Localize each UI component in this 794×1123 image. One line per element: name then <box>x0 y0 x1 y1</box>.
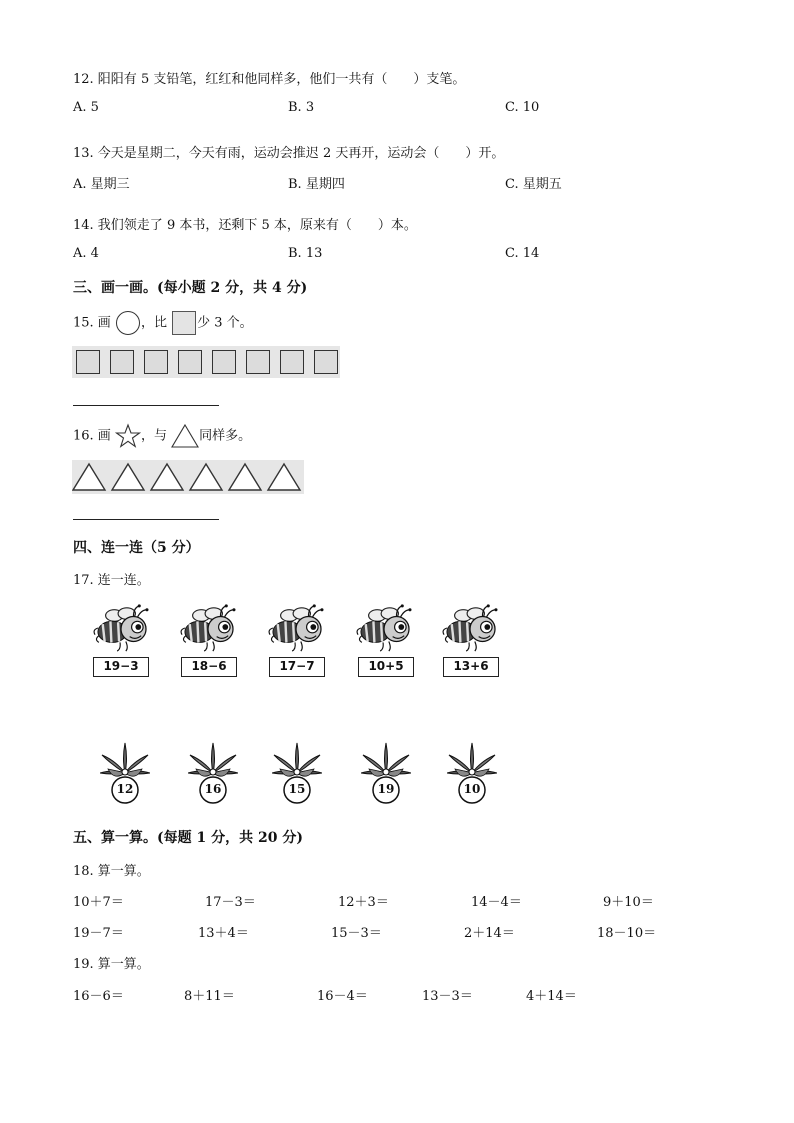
triangle-icon <box>171 423 199 449</box>
question-19-stem: 19. 算一算。 <box>73 957 150 972</box>
question-13-option-c: C. 星期五 <box>505 177 562 192</box>
bee-icon <box>439 603 501 653</box>
question-16-stem <box>73 423 251 449</box>
question-18-stem: 18. 算一算。 <box>73 864 150 879</box>
triangle-shape <box>190 464 222 490</box>
triangle-shape <box>151 464 183 490</box>
square-shape <box>178 350 202 374</box>
section-4-title: 四、连一连（5 分） <box>73 540 200 556</box>
question-16-pre: 16. 画 <box>73 428 111 444</box>
question-15-stem <box>73 311 253 335</box>
square-shape <box>144 350 168 374</box>
circle-icon <box>116 311 140 335</box>
flower-number: 12 <box>116 782 134 796</box>
question-14-option-b: B. 13 <box>288 246 323 261</box>
question-13-option-a: A. 星期三 <box>73 177 130 192</box>
question-12-option-b: B. 3 <box>288 100 315 115</box>
triangle-shape <box>112 464 144 490</box>
calc-item[interactable]: 18－10＝ <box>597 926 657 941</box>
question-14-stem: 14. 我们领走了 9 本书，还剩下 5 本，原来有（ ）本。 <box>73 218 417 233</box>
calc-item[interactable]: 8＋11＝ <box>184 989 235 1004</box>
answer-line-15[interactable] <box>73 405 219 406</box>
square-icon <box>172 311 196 335</box>
question-14-option-a: A. 4 <box>73 246 99 261</box>
flower-item[interactable] <box>447 741 497 805</box>
star-icon <box>115 423 141 449</box>
flower-item[interactable] <box>272 741 322 805</box>
calc-item[interactable]: 16－4＝ <box>317 989 368 1004</box>
question-15-pre: 15. 画 <box>73 315 111 331</box>
flower-number: 19 <box>377 782 395 796</box>
calc-item[interactable]: 15－3＝ <box>331 926 382 941</box>
triangle-shape <box>229 464 261 490</box>
calc-item[interactable]: 2＋14＝ <box>464 926 515 941</box>
expression-card[interactable]: 13+6 <box>443 657 499 677</box>
flower-number: 15 <box>288 782 306 796</box>
calc-item[interactable]: 13－3＝ <box>422 989 473 1004</box>
question-16-post: 同样多。 <box>199 428 252 444</box>
question-13-option-b: B. 星期四 <box>288 177 345 192</box>
expression-card[interactable]: 17−7 <box>269 657 325 677</box>
question-14-option-c: C. 14 <box>505 246 540 261</box>
question-16-mid: ，与 <box>140 428 167 444</box>
question-12-stem: 12. 阳阳有 5 支铅笔，红红和他同样多，他们一共有（ ）支笔。 <box>73 72 466 87</box>
flower-number: 16 <box>204 782 222 796</box>
bee-icon <box>265 603 327 653</box>
calc-item[interactable]: 10＋7＝ <box>73 895 124 910</box>
squares-strip <box>72 346 340 378</box>
triangles-strip <box>72 460 304 494</box>
question-15-post: 少 3 个。 <box>197 315 253 331</box>
question-15-mid: ，比 <box>140 315 167 331</box>
bee-icon <box>353 603 415 653</box>
expression-card[interactable]: 19−3 <box>93 657 149 677</box>
calc-item[interactable]: 19－7＝ <box>73 926 124 941</box>
question-12-option-c: C. 10 <box>505 100 540 115</box>
question-12-option-a: A. 5 <box>73 100 99 115</box>
square-shape <box>314 350 338 374</box>
square-shape <box>76 350 100 374</box>
calc-item[interactable]: 14－4＝ <box>471 895 522 910</box>
flower-item[interactable] <box>188 741 238 805</box>
flower-number: 10 <box>463 782 481 796</box>
flower-item[interactable] <box>361 741 411 805</box>
bee-icon <box>90 603 152 653</box>
triangle-shape <box>268 464 300 490</box>
calc-item[interactable]: 16－6＝ <box>73 989 124 1004</box>
answer-line-16[interactable] <box>73 519 219 520</box>
flower-item[interactable] <box>100 741 150 805</box>
section-3-title: 三、画一画。(每小题 2 分，共 4 分) <box>73 280 308 296</box>
square-shape <box>212 350 236 374</box>
calc-item[interactable]: 17－3＝ <box>205 895 256 910</box>
square-shape <box>280 350 304 374</box>
expression-card[interactable]: 18−6 <box>181 657 237 677</box>
bee-icon <box>177 603 239 653</box>
triangle-shape <box>73 464 105 490</box>
expression-card[interactable]: 10+5 <box>358 657 414 677</box>
section-5-title: 五、算一算。(每题 1 分，共 20 分) <box>73 830 303 846</box>
square-shape <box>246 350 270 374</box>
question-17-stem: 17. 连一连。 <box>73 573 150 588</box>
calc-item[interactable]: 9＋10＝ <box>603 895 654 910</box>
square-shape <box>110 350 134 374</box>
calc-item[interactable]: 4＋14＝ <box>526 989 577 1004</box>
calc-item[interactable]: 12＋3＝ <box>338 895 389 910</box>
calc-item[interactable]: 13＋4＝ <box>198 926 249 941</box>
question-13-stem: 13. 今天是星期二，今天有雨，运动会推迟 2 天再开，运动会（ ）开。 <box>73 146 505 161</box>
